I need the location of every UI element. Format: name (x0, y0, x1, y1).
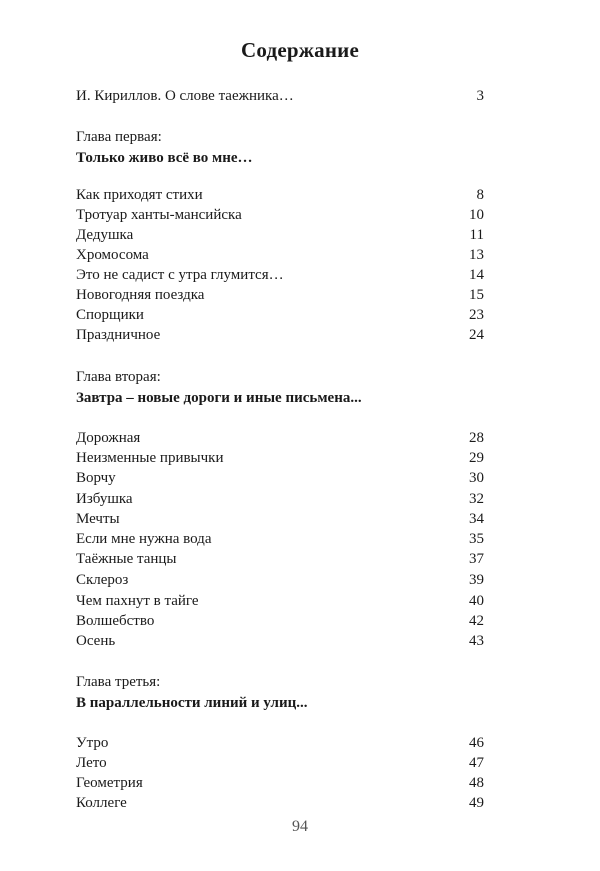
toc-entry-page: 10 (469, 207, 484, 223)
toc-entry-page: 40 (469, 593, 484, 609)
toc-entry (76, 225, 484, 245)
toc-entry-title: Мечты (76, 511, 120, 527)
toc-entry-title: Новогодняя поездка (76, 287, 205, 303)
toc-entry-page: 29 (469, 450, 484, 466)
chapter-title: Только живо всё во мне… (76, 150, 253, 166)
toc-entry-page: 48 (469, 775, 484, 791)
toc-entry-title: Волшебство (76, 613, 155, 629)
toc-entry (76, 245, 484, 265)
toc-entry-page: 23 (469, 307, 484, 323)
toc-entry (76, 591, 484, 611)
toc-entry (76, 793, 484, 813)
toc-entry (76, 305, 484, 325)
toc-entry-title: Геометрия (76, 775, 143, 791)
toc-entry-title: Если мне нужна вода (76, 531, 212, 547)
toc-entry-page: 30 (469, 470, 484, 486)
toc-entry (76, 285, 484, 305)
toc-entry-page: 49 (469, 795, 484, 811)
chapter-title: Завтра – новые дороги и иные письмена... (76, 390, 362, 406)
toc-entry (76, 265, 484, 285)
chapter-label: Глава вторая: (76, 369, 161, 385)
toc-entry (76, 448, 484, 468)
toc-entry-page: 39 (469, 572, 484, 588)
toc-entry-page: 34 (469, 511, 484, 527)
toc-entry-title: Дорожная (76, 430, 141, 446)
toc-entry-page: 15 (469, 287, 484, 303)
toc-entry (76, 631, 484, 651)
toc-entry (76, 325, 484, 345)
toc-entry-title: Коллеге (76, 795, 127, 811)
toc-entry-page: 14 (469, 267, 484, 283)
toc-entry-title: Ворчу (76, 470, 116, 486)
toc-entry-page: 8 (476, 187, 484, 203)
toc-entry-title: Осень (76, 633, 116, 649)
toc-entry (76, 753, 484, 773)
toc-entry-title: Тротуар ханты-мансийска (76, 207, 242, 223)
toc-entry-title: Дедушка (76, 227, 134, 243)
toc-entry (76, 489, 484, 509)
toc-entry-title: Избушка (76, 491, 133, 507)
toc-entry-title: Праздничное (76, 327, 161, 343)
toc-entry (76, 185, 484, 205)
toc-entry-page: 32 (469, 491, 484, 507)
toc-entry (76, 549, 484, 569)
toc-entry (76, 428, 484, 448)
toc-entry-page: 37 (469, 551, 484, 567)
toc-entry-intro (76, 86, 484, 106)
chapter-label: Глава первая: (76, 129, 162, 145)
toc-entry (76, 509, 484, 529)
toc-entry-page: 28 (469, 430, 484, 446)
toc-entry-title: Хромосома (76, 247, 149, 263)
toc-entry (76, 570, 484, 590)
page-number: 94 (292, 818, 308, 835)
toc-entry-page: 11 (469, 227, 484, 243)
toc-entry (76, 468, 484, 488)
toc-entry-title: Таёжные танцы (76, 551, 177, 567)
toc-entry-title: Чем пахнут в тайге (76, 593, 199, 609)
toc-entry-title: Лето (76, 755, 107, 771)
page-title: Содержание (241, 38, 359, 62)
toc-entry-page: 35 (469, 531, 484, 547)
toc-entry (76, 529, 484, 549)
toc-entry-page: 46 (469, 735, 484, 751)
toc-entry-title: Это не садист с утра глумится… (76, 267, 284, 283)
toc-entry-page: 3 (476, 88, 484, 104)
toc-entry (76, 733, 484, 753)
toc-entry-title: Неизменные привычки (76, 450, 224, 466)
toc-entry-page: 13 (469, 247, 484, 263)
toc-entry-title: И. Кириллов. О слове таежника… (76, 88, 294, 104)
toc-entry-title: Утро (76, 735, 109, 751)
toc-entry-title: Спорщики (76, 307, 144, 323)
toc-entry-page: 43 (469, 633, 484, 649)
toc-entry-page: 47 (469, 755, 484, 771)
toc-entry-page: 42 (469, 613, 484, 629)
toc-entry-page: 24 (469, 327, 484, 343)
toc-entry (76, 611, 484, 631)
chapter-title: В параллельности линий и улиц... (76, 695, 308, 711)
toc-entry-title: Склероз (76, 572, 129, 588)
toc-entry (76, 773, 484, 793)
chapter-label: Глава третья: (76, 674, 161, 690)
toc-entry (76, 205, 484, 225)
toc-entry-title: Как приходят стихи (76, 187, 203, 203)
